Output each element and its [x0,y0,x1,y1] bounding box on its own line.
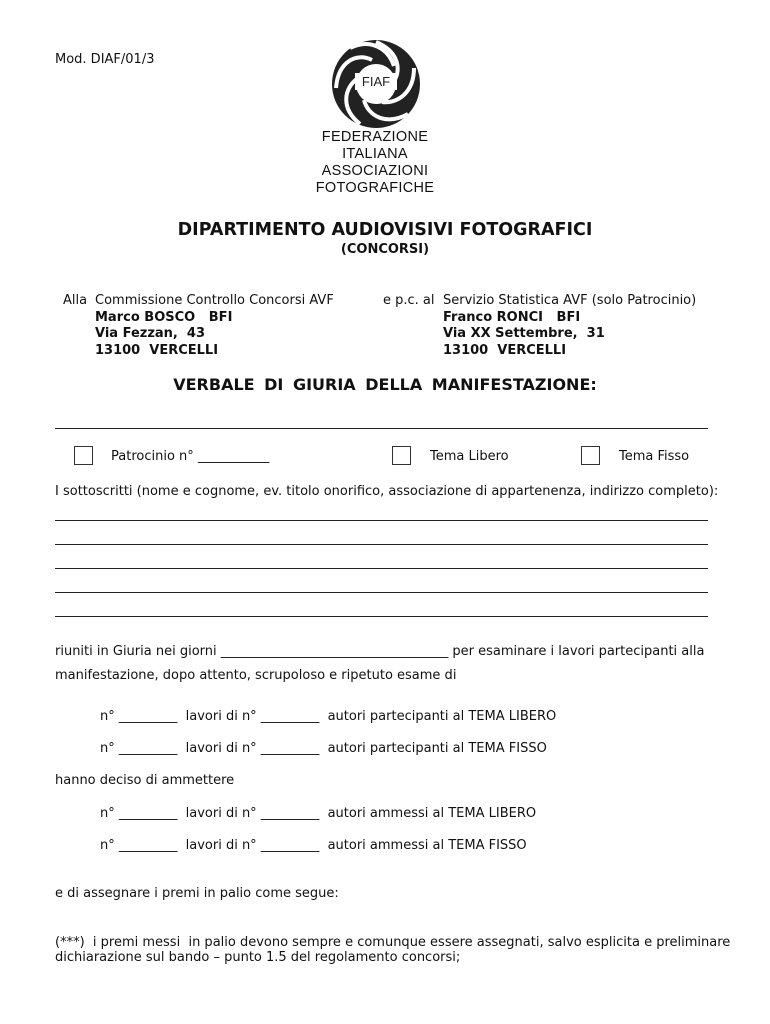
to-line: Marco BOSCO BFI [95,309,233,325]
patrocinio-label[interactable]: Patrocinio n° ___________ [111,449,270,464]
premi-text: e di assegnare i premi in palio come segue: [55,886,339,901]
fiaf-logo [330,38,422,134]
ammessi-fisso-line[interactable]: n° _________ lavori di n° _________ autori ammessi al TEMA FISSO [100,838,527,853]
cc-line: Servizio Statistica AVF (solo Patrocinio) [443,293,697,308]
signatory-line[interactable] [55,544,708,545]
tema-fisso-checkbox[interactable] [581,446,600,465]
federation-line: ITALIANA [342,146,408,162]
partecipanti-fisso-line[interactable]: n° _________ lavori di n° _________ autori partecipanti al TEMA FISSO [100,741,547,756]
signatory-line[interactable] [55,592,708,593]
federation-name [300,129,450,197]
to-line: Via Fezzan, 43 [95,326,205,341]
riuniti-text: riuniti in Giuria nei giorni ___________________________________ per esaminare i lavori partecipanti alla [55,644,705,659]
federation-line: FEDERAZIONE [321,129,429,145]
signatories-label: I sottoscritti (nome e cognome, ev. titolo onorifico, associazione di appartenenza, indirizzo completo): [55,484,719,499]
form-code: Mod. DIAF/01/3 [55,52,155,67]
manifestazione-text: manifestazione, dopo attento, scrupoloso e ripetuto esame di [55,668,457,683]
to-line: 13100 VERCELLI [95,342,219,358]
to-address [95,293,334,359]
cc-line: Franco RONCI BFI [443,309,581,325]
to-line: Commissione Controllo Concorsi AVF [95,293,334,308]
cc-line: 13100 VERCELLI [443,342,567,358]
patrocinio-checkbox[interactable] [74,446,93,465]
section-title: VERBALE DI GIURIA DELLA MANIFESTAZIONE: [173,375,597,394]
page-title: DIPARTIMENTO AUDIOVISIVI FOTOGRAFICI [177,220,593,240]
deciso-text: hanno deciso di ammettere [55,773,235,788]
cc-line: Via XX Settembre, 31 [443,326,605,341]
tema-libero-label: Tema Libero [430,449,509,464]
signatory-line[interactable] [55,520,708,521]
divider [55,428,708,429]
note-line: dichiarazione sul bando – punto 1.5 del regolamento concorsi; [55,950,461,965]
logo-text: FIAF [361,74,391,89]
ammessi-libero-line[interactable]: n° _________ lavori di n° _________ autori ammessi al TEMA LIBERO [100,806,537,821]
tema-libero-checkbox[interactable] [392,446,411,465]
federation-line: FOTOGRAFICHE [315,180,435,196]
signatory-line[interactable] [55,568,708,569]
cc-prefix: e p.c. al [383,293,435,308]
signatory-line[interactable] [55,616,708,617]
federation-line: ASSOCIAZIONI [321,163,429,179]
tema-fisso-label: Tema Fisso [619,449,690,464]
to-prefix: Alla [63,293,88,308]
page-subtitle: (CONCORSI) [340,242,430,257]
cc-address [443,293,696,359]
partecipanti-libero-line[interactable]: n° _________ lavori di n° _________ autori partecipanti al TEMA LIBERO [100,709,557,724]
note-line: (***) i premi messi in palio devono sempre e comunque essere assegnati, salvo esplicita e preliminare [55,935,731,950]
